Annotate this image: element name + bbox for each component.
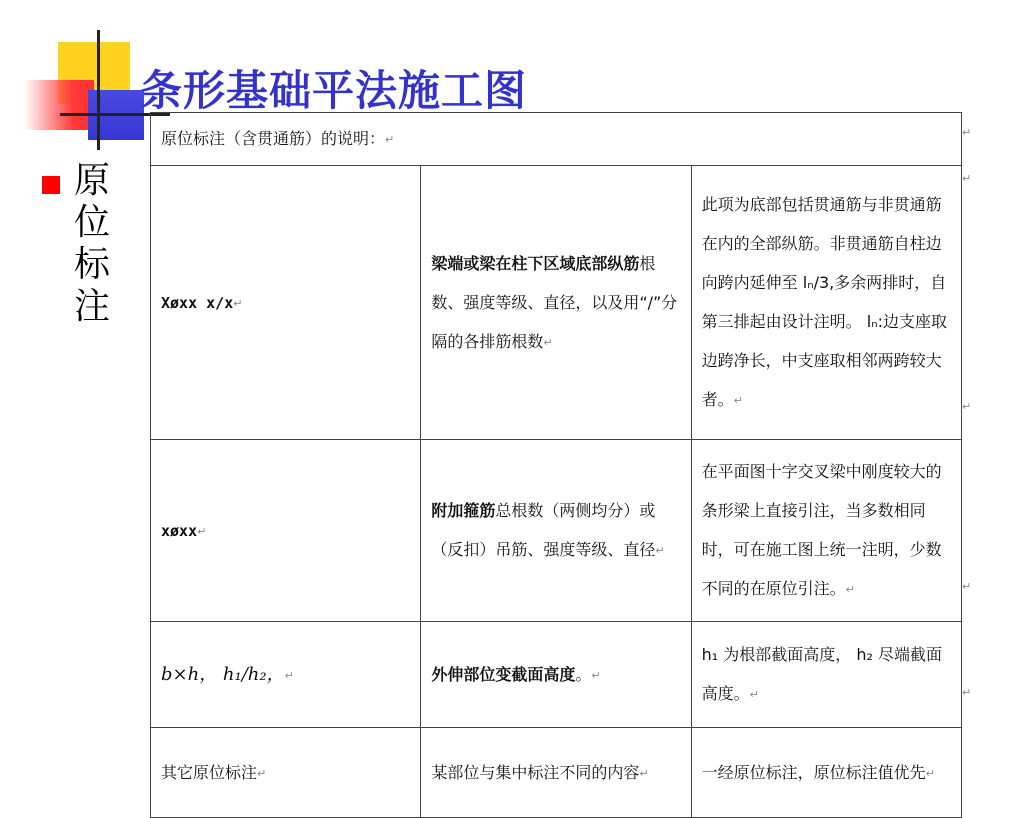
cell-text: 此项为底部包括贯通筋与非贯通筋在内的全部纵筋。非贯通筋自柱边向跨内延伸至 lₙ/3,多余两排时，自第三排起由设计注明。 lₙ:边支座取边跨净长，中支座取相邻两跨较大者。 bbox=[701, 195, 947, 409]
return-mark-icon: ↵ bbox=[845, 583, 855, 596]
return-mark-icon: ↵ bbox=[543, 335, 553, 349]
table-row bbox=[151, 622, 962, 728]
decor-vertical-line bbox=[97, 30, 100, 150]
table-cell-notation bbox=[151, 166, 421, 440]
cell-text: b×h， h₁/h₂， bbox=[161, 663, 285, 685]
table-row bbox=[151, 728, 962, 818]
table-cell-meaning bbox=[421, 622, 691, 728]
return-mark-icon: ↵ bbox=[962, 686, 972, 699]
cell-text: 在平面图十字交叉梁中刚度较大的条形梁上直接引注，当多数相同时，可在施工图上统一注明，少数不同的在原位引注。 bbox=[701, 462, 942, 598]
table-cell-notation bbox=[151, 440, 421, 622]
cell-text: xøxx bbox=[161, 521, 198, 540]
table-cell-description bbox=[691, 166, 961, 440]
cell-text: h₁ 为根部截面高度， h₂ 尽端截面高度。 bbox=[701, 645, 943, 703]
slide-title: 条形基础平法施工图 bbox=[140, 66, 528, 115]
table-header-row bbox=[151, 113, 962, 166]
bullet-text bbox=[74, 160, 118, 328]
cell-bold-text: 外伸部位变截面高度 bbox=[431, 664, 576, 684]
table-cell-meaning bbox=[421, 166, 691, 440]
table-cell-meaning bbox=[421, 440, 691, 622]
cell-text: 根数、强度等级、直径，以及用“/”分隔的各排筋根数 bbox=[431, 253, 678, 351]
cell-bold-text: 附加箍筋 bbox=[431, 501, 496, 520]
table-cell-description bbox=[691, 728, 961, 818]
return-mark-icon: ↵ bbox=[962, 126, 972, 139]
table-row bbox=[151, 166, 962, 440]
bullet-char: 原 bbox=[74, 160, 111, 201]
cell-bold-text: 梁端或梁在柱下区域底部纵筋 bbox=[431, 253, 640, 273]
cell-text: 某部位与集中标注不同的内容 bbox=[431, 762, 640, 782]
cell-text: Xøxx x/x bbox=[161, 293, 234, 312]
decor-red-square bbox=[24, 80, 94, 130]
return-mark-icon: ↵ bbox=[655, 544, 665, 557]
return-mark-icon: ↵ bbox=[733, 394, 743, 407]
return-mark-icon: ↵ bbox=[591, 668, 601, 682]
bullet-char: 标 bbox=[74, 244, 111, 285]
return-mark-icon: ↵ bbox=[639, 766, 649, 780]
return-mark-icon: ↵ bbox=[962, 400, 972, 413]
return-mark-icon: ↵ bbox=[962, 172, 972, 185]
return-mark-icon: ↵ bbox=[233, 296, 243, 310]
cell-text: 总根数（两侧均分）或（反扣）吊筋、强度等级、直径 bbox=[431, 501, 656, 559]
annotation-table bbox=[150, 112, 962, 818]
cell-text: 一经原位标注，原位标注值优先 bbox=[701, 762, 926, 782]
bullet-square-icon bbox=[42, 176, 60, 194]
return-mark-icon: ↵ bbox=[385, 133, 395, 146]
cell-text: 其它原位标注 bbox=[161, 762, 258, 782]
table-cell-description bbox=[691, 622, 961, 728]
bullet-char: 注 bbox=[74, 286, 111, 327]
table-cell-notation bbox=[151, 728, 421, 818]
return-mark-icon: ↵ bbox=[284, 668, 294, 682]
return-mark-icon: ↵ bbox=[962, 580, 972, 593]
table-row bbox=[151, 440, 962, 622]
return-mark-icon: ↵ bbox=[197, 524, 207, 538]
table-cell-description bbox=[691, 440, 961, 622]
return-mark-icon: ↵ bbox=[925, 766, 935, 780]
bullet-char: 位 bbox=[74, 202, 111, 243]
return-mark-icon: ↵ bbox=[749, 688, 759, 701]
table-cell-meaning bbox=[421, 728, 691, 818]
table-header-text: 原位标注（含贯通筋）的说明： bbox=[161, 129, 386, 148]
table-header-cell bbox=[151, 113, 962, 166]
cell-text: 。 bbox=[575, 664, 592, 684]
table-cell-notation bbox=[151, 622, 421, 728]
return-mark-icon: ↵ bbox=[257, 766, 267, 780]
